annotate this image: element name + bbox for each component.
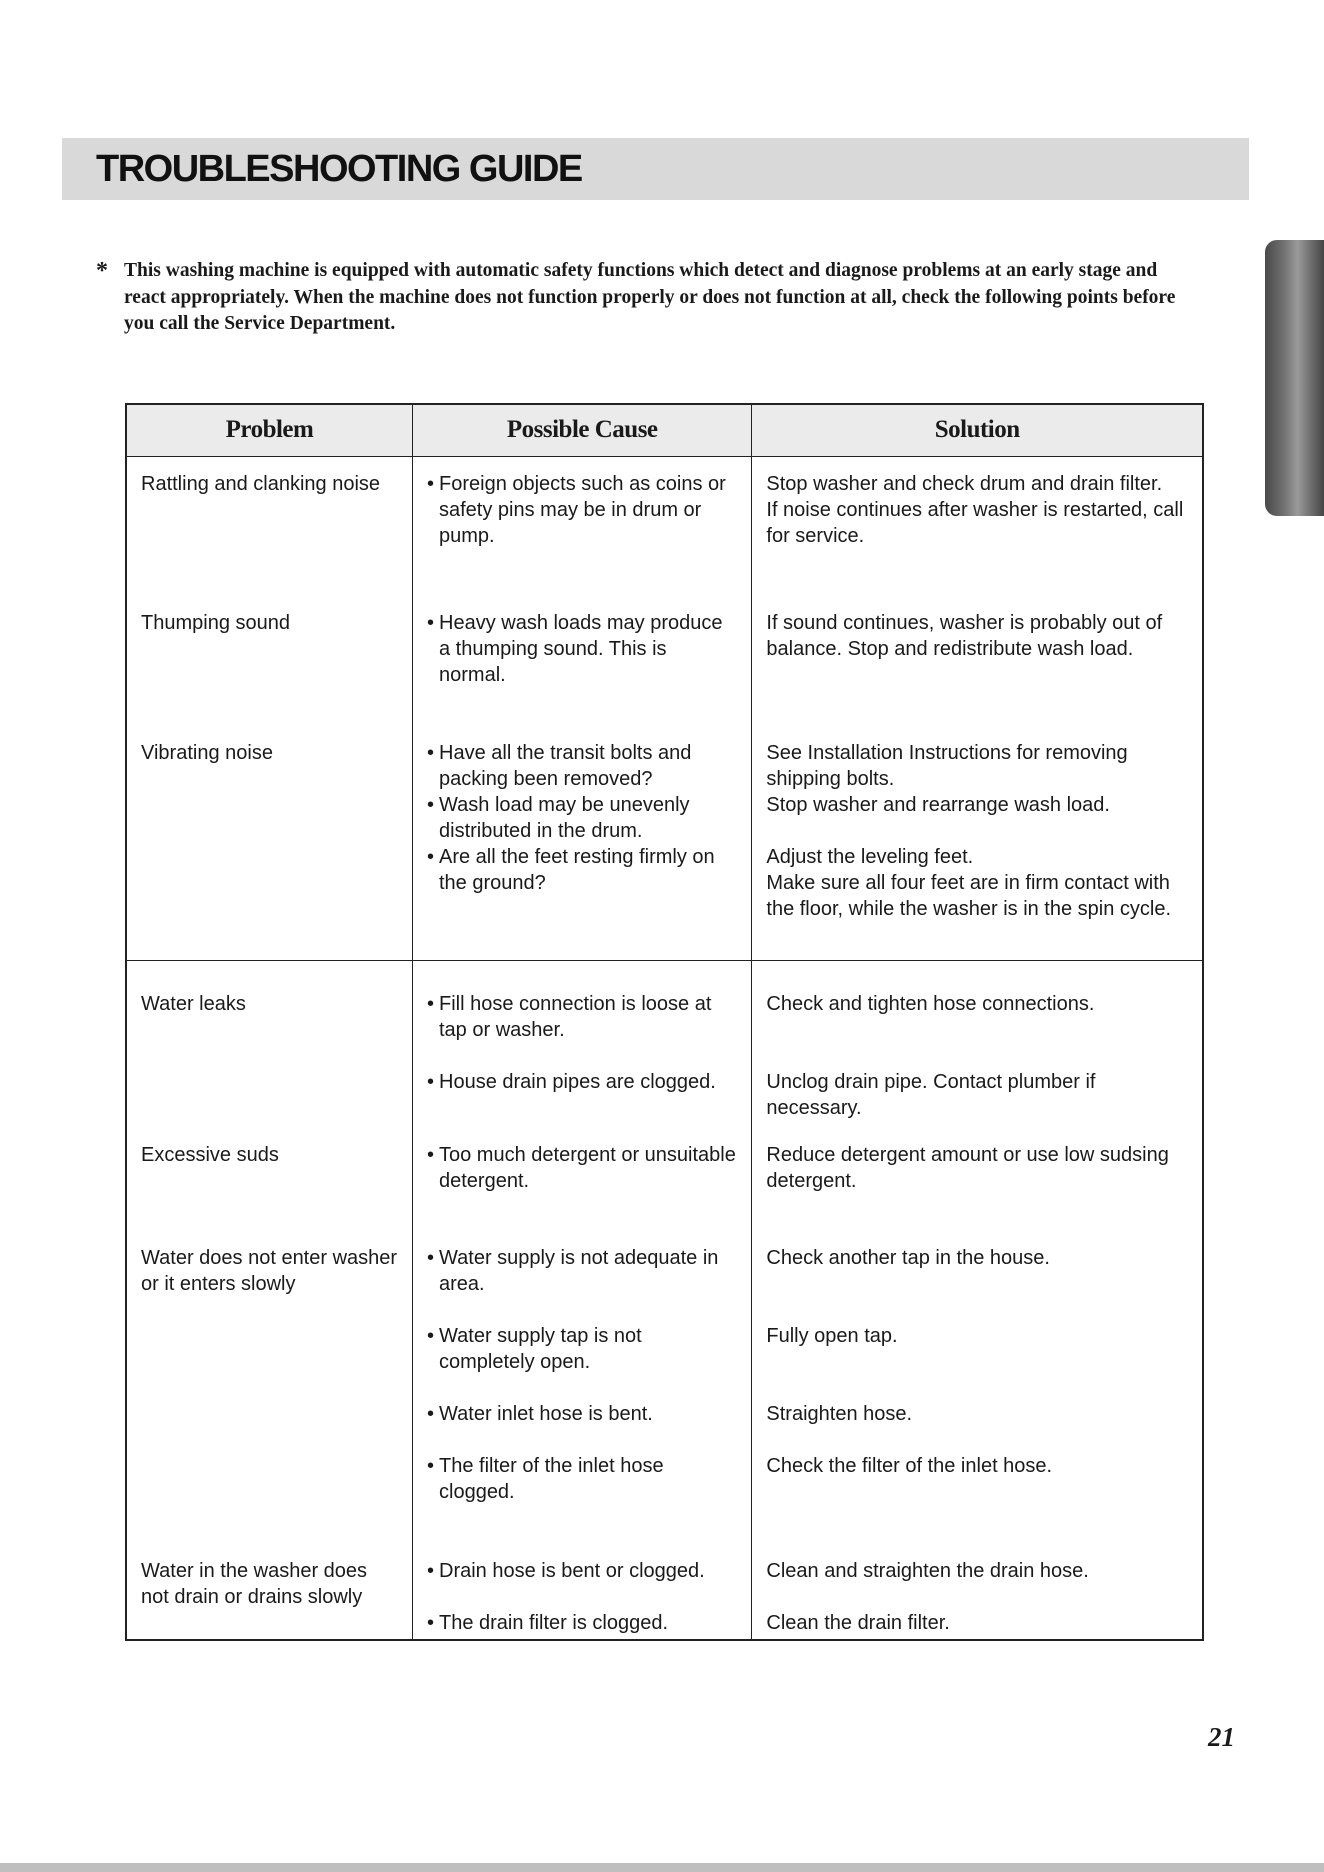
- table-row: [126, 960, 1203, 1142]
- solution-cell: [752, 1245, 1203, 1558]
- cause-item: • Wash load may be unevenly distributed in the drum.: [427, 792, 737, 844]
- solution-item: See Installation Instructions for removing shipping bolts.: [766, 742, 1128, 790]
- solution-cell: [752, 1142, 1203, 1245]
- solution-cell: [752, 456, 1203, 610]
- cause-cell: [413, 740, 752, 960]
- solution-item: Reduce detergent amount or use low sudsing detergent.: [766, 1144, 1169, 1192]
- solution-item: Check and tighten hose connections.: [766, 992, 1095, 1015]
- cause-cell: [413, 456, 752, 610]
- cause-item: • Water supply is not adequate in area.: [427, 1245, 737, 1297]
- page-title: TROUBLESHOOTING GUIDE: [96, 148, 582, 190]
- header-solution: Solution: [752, 404, 1203, 456]
- cause-item: • Foreign objects such as coins or safety pins may be in drum or pump.: [427, 471, 737, 549]
- page-number: 21: [1208, 1722, 1235, 1752]
- problem-cell: Thumping sound: [126, 610, 413, 740]
- cause-item: • Heavy wash loads may produce a thumping sound. This is normal.: [427, 610, 737, 688]
- solution-item: Make sure all four feet are in firm contact with the floor, while the washer is in the spin cycle.: [766, 872, 1172, 920]
- troubleshooting-table: [125, 403, 1204, 1641]
- cause-item: • The filter of the inlet hose clogged.: [427, 1453, 737, 1505]
- asterisk-marker: *: [96, 258, 108, 284]
- cause-item: • Too much detergent or unsuitable detergent.: [427, 1142, 737, 1194]
- table-row: [126, 1142, 1203, 1245]
- cause-cell: [413, 1142, 752, 1245]
- cause-item: • Water inlet hose is bent.: [427, 1401, 737, 1427]
- table-row: [126, 740, 1203, 960]
- title-bar: [62, 138, 1249, 200]
- solution-cell: [752, 740, 1203, 960]
- cause-item: • Are all the feet resting firmly on the ground?: [427, 844, 737, 896]
- table-header-row: [126, 404, 1203, 456]
- cause-item: • Fill hose connection is loose at tap or washer.: [427, 991, 737, 1043]
- table-row: [126, 1245, 1203, 1558]
- solution-item: Adjust the leveling feet.: [766, 846, 974, 868]
- solution-cell: [752, 1558, 1203, 1640]
- problem-cell: Rattling and clanking noise: [126, 456, 413, 610]
- table-row: [126, 610, 1203, 740]
- cause-cell: [413, 960, 752, 1142]
- problem-cell: Water in the washer does not drain or drains slowly: [126, 1558, 413, 1640]
- solution-item: Stop washer and check drum and drain filter.: [766, 472, 1163, 495]
- table-row: [126, 456, 1203, 610]
- cause-cell: [413, 1245, 752, 1558]
- cause-item: • House drain pipes are clogged.: [427, 1069, 737, 1095]
- solution-item: Fully open tap.: [766, 1325, 898, 1347]
- solution-item: Unclog drain pipe. Contact plumber if necessary.: [766, 1070, 1096, 1119]
- cause-cell: [413, 1558, 752, 1640]
- cause-item: • The drain filter is clogged.: [427, 1610, 737, 1636]
- solution-item: Check another tap in the house.: [766, 1247, 1050, 1269]
- cause-item: • Drain hose is bent or clogged.: [427, 1558, 737, 1584]
- solution-item: Stop washer and rearrange wash load.: [766, 794, 1110, 816]
- intro-note: [96, 258, 1196, 338]
- section-tab: [1265, 240, 1324, 516]
- solution-item: Clean the drain filter.: [766, 1612, 950, 1634]
- header-problem: Problem: [126, 404, 413, 456]
- solution-item: If sound continues, washer is probably out of balance. Stop and redistribute wash load.: [766, 612, 1163, 660]
- solution-cell: [752, 610, 1203, 740]
- header-cause: Possible Cause: [413, 404, 752, 456]
- page-bottom-rule: [0, 1863, 1324, 1872]
- cause-item: • Have all the transit bolts and packing been removed?: [427, 740, 737, 792]
- solution-item: If noise continues after washer is restarted, call for service.: [766, 498, 1184, 547]
- problem-cell: Water leaks: [126, 960, 413, 1142]
- table-row: [126, 1558, 1203, 1640]
- solution-item: Clean and straighten the drain hose.: [766, 1560, 1089, 1582]
- solution-cell: [752, 960, 1203, 1142]
- intro-text: This washing machine is equipped with automatic safety functions which detect and diagnose problems at an early stage and react appropriately. When the machine does not function properly or does not function at all, check the following points before you call the Service Department.: [124, 260, 1176, 334]
- solution-item: Check the filter of the inlet hose.: [766, 1455, 1053, 1477]
- problem-cell: Vibrating noise: [126, 740, 413, 960]
- problem-cell: Excessive suds: [126, 1142, 413, 1245]
- cause-cell: [413, 610, 752, 740]
- solution-item: Straighten hose.: [766, 1403, 913, 1425]
- problem-cell: Water does not enter washer or it enters slowly: [126, 1245, 413, 1558]
- cause-item: • Water supply tap is not completely open.: [427, 1323, 737, 1375]
